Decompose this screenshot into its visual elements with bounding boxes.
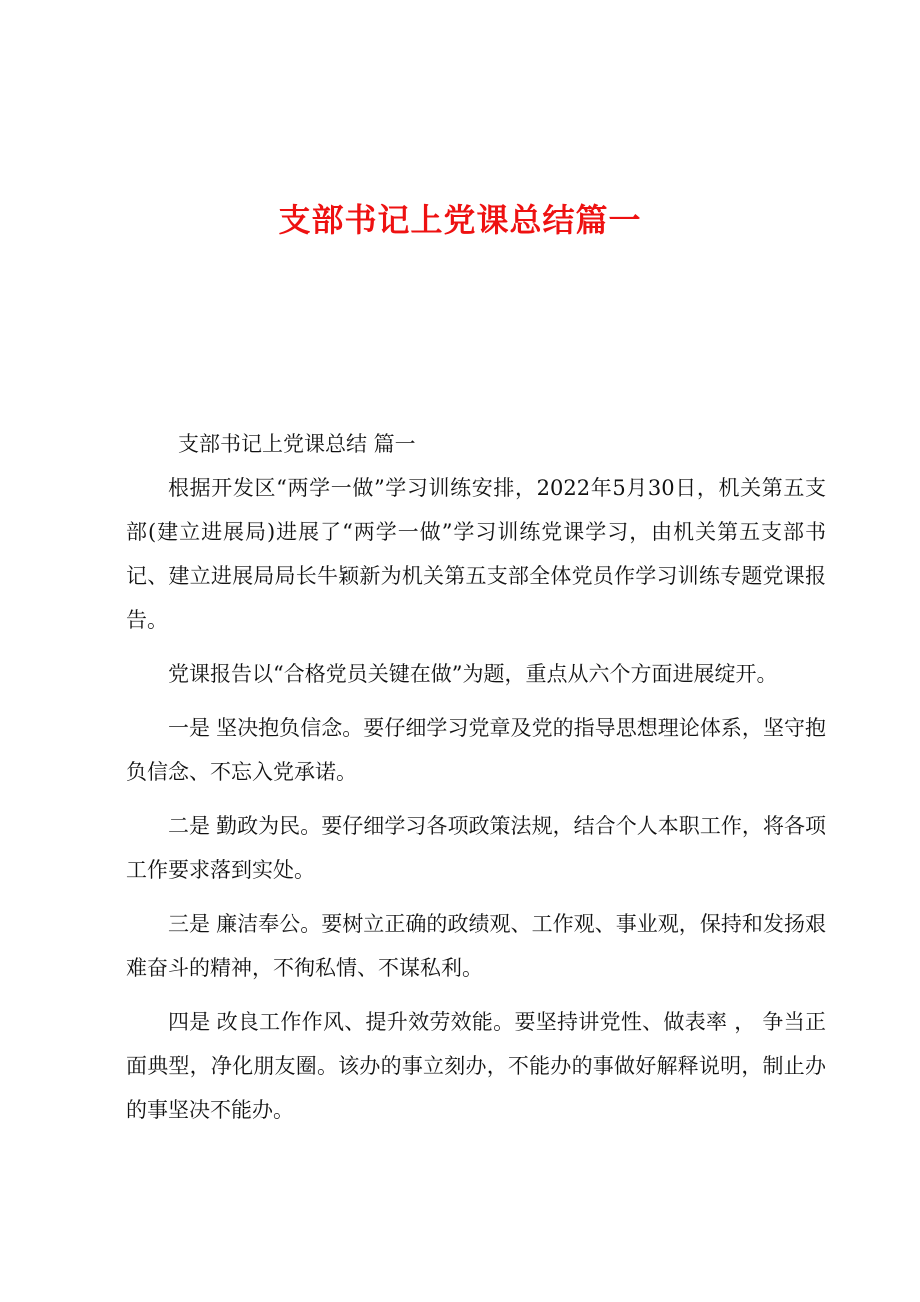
document-body: [126, 422, 826, 1142]
paragraph-text: 党课报告以“合格党员关键在做”为题，重点从六个方面进展绽开。: [168, 662, 778, 686]
document-title: 支部书记上党课总结篇一: [278, 201, 642, 239]
paragraph-text: 改良工作作风、提升效劳效能。要坚持讲党性、做表率 ， 争当正面典型，净化朋友圈。该办的事立刻办，不能办的事做好解释说明，制止办的事坚决不能办。: [126, 1010, 826, 1122]
paragraph-text: 根据开发区“两学一做”学习训练安排，2022年5月30日，机关第五支部(建立进展局)进展了“两学一做”学习训练党课学习，由机关第五支部书记、建立进展局局长牛颖新为机关第五支部全体党员作学习训练专题党课报告。: [126, 476, 826, 632]
paragraph-lead: 三是: [168, 912, 211, 936]
paragraph-4: [126, 804, 826, 892]
paragraph-text: 坚决抱负信念。要仔细学习党章及党的指导思想理论体系，坚守抱负信念、不忘入党承诺。: [126, 716, 827, 784]
paragraph-lead: 四是: [168, 1010, 211, 1034]
document-subtitle: 支部书记上党课总结 篇一: [178, 432, 416, 456]
paragraph-5: [126, 902, 826, 990]
paragraph-6: [126, 1000, 826, 1132]
paragraph-text: 勤政为民。要仔细学习各项政策法规，结合个人本职工作，将各项工作要求落到实处。: [126, 814, 827, 882]
paragraph-2: [126, 652, 826, 696]
paragraph-lead: 一是: [168, 716, 211, 740]
paragraph-3: [126, 706, 826, 794]
paragraph-text: 廉洁奉公。要树立正确的政绩观、工作观、事业观，保持和发扬艰难奋斗的精神，不徇私情、不谋私利。: [126, 912, 827, 980]
paragraph-1: [126, 466, 826, 642]
paragraph-lead: 二是: [168, 814, 211, 838]
